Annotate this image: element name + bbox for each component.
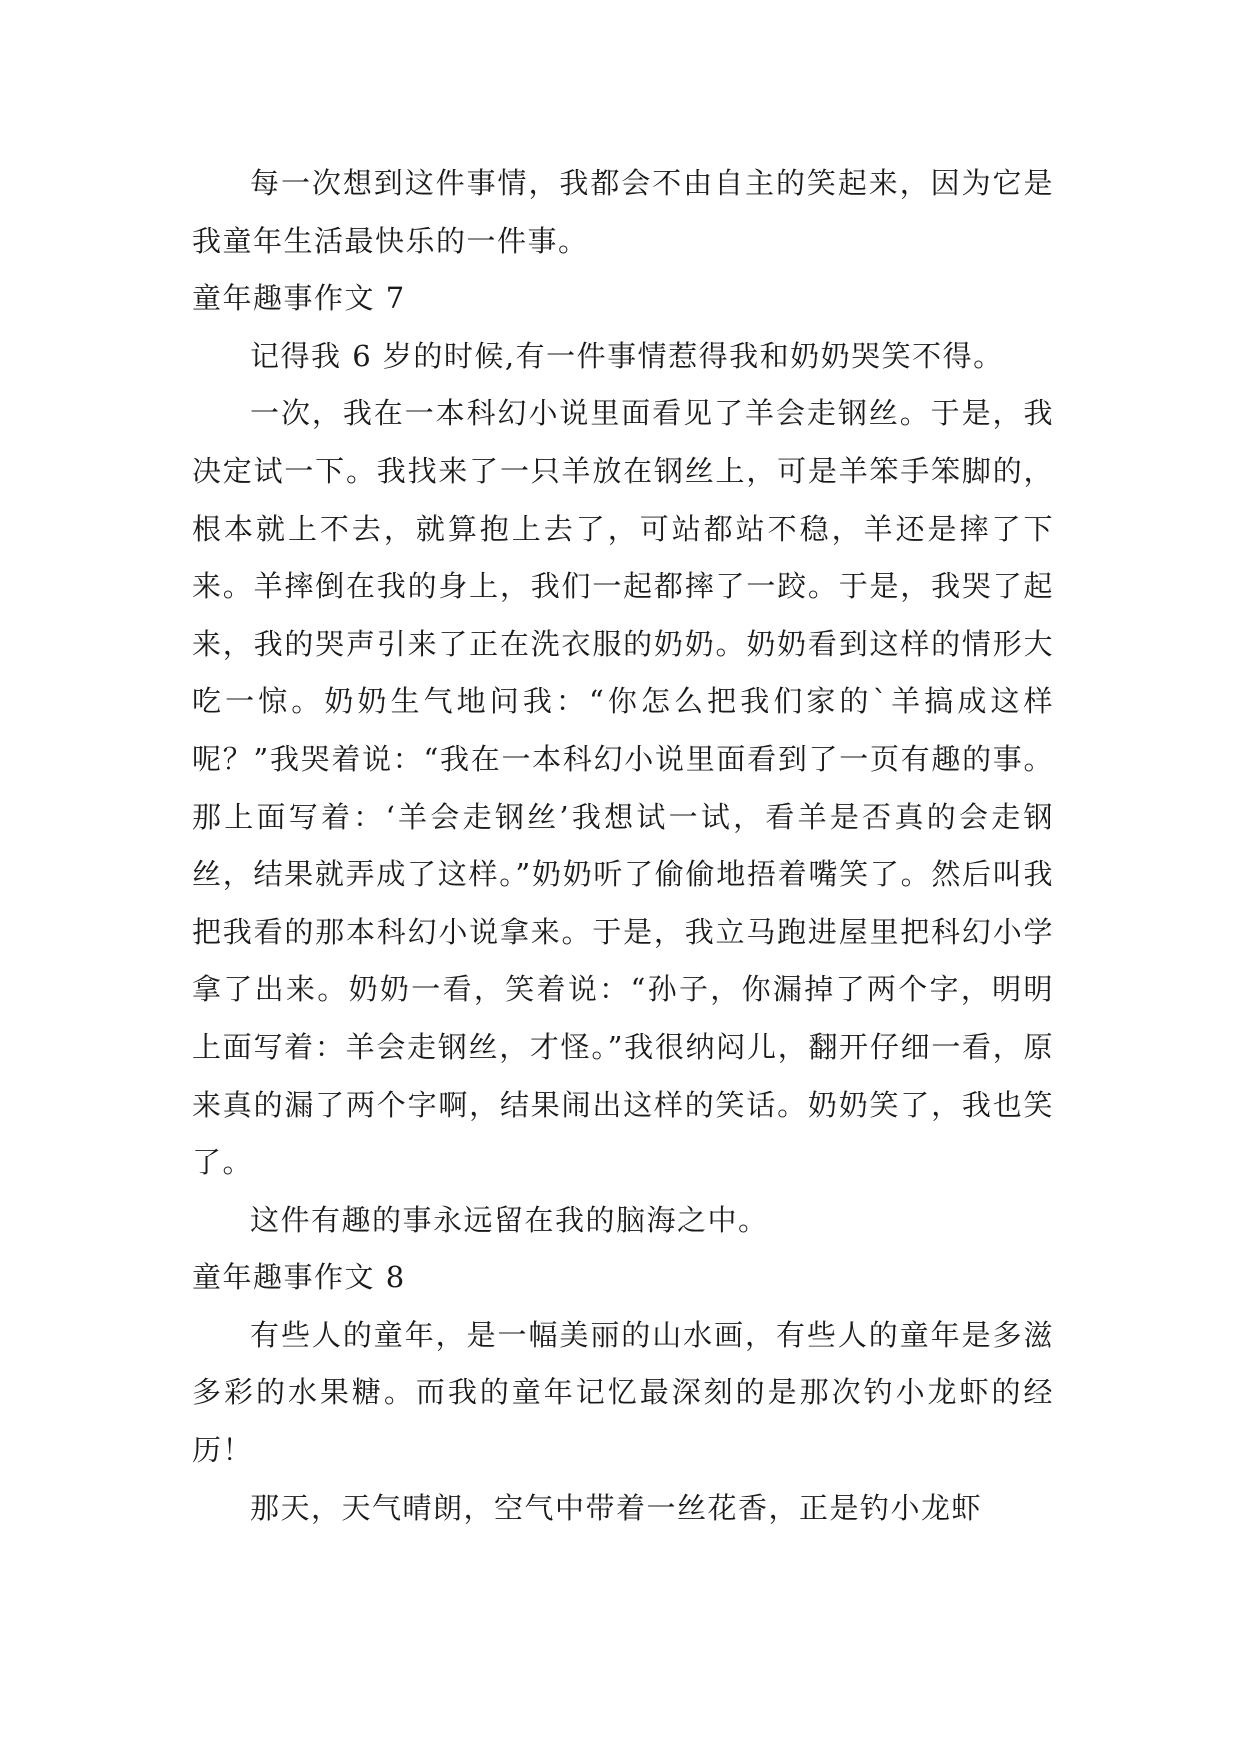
section-heading-essay-8: 童年趣事作文 8 bbox=[192, 1260, 406, 1295]
paragraph-essay-7-body: 一次，我在一本科幻小说里面看见了羊会走钢丝。于是，我决定试一下。我找来了一只羊放在钢丝上，可是羊笨手笨脚的，根本就上不去，就算抱上去了，可站都站不稳，羊还是摔了下来。羊摔倒在我的身上，我们一起都摔了一跤。于是，我哭了起来，我的哭声引来了正在洗衣服的奶奶。奶奶看到这样的情形大吃一惊。奶奶生气地问我：“你怎么把我们家的`羊搞成这样呢？”我哭着说：“我在一本科幻小说里面看到了一页有趣的事。那上面写着：‘羊会走钢丝’我想试一试，看羊是否真的会走钢丝，结果就弄成了这样。”奶奶听了偷偷地捂着嘴笑了。然后叫我把我看的那本科幻小说拿来。于是，我立马跑进屋里把科幻小学拿了出来。奶奶一看，笑着说：“孙子，你漏掉了两个字，明明上面写着：羊会走钢丝，才怪。”我很纳闷儿，翻开仔细一看，原来真的漏了两个字啊，结果闹出这样的笑话。奶奶笑了，我也笑了。 bbox=[192, 396, 1054, 1180]
paragraph-closing-story-6: 每一次想到这件事情，我都会不由自主的笑起来，因为它是我童年生活最快乐的一件事。 bbox=[192, 166, 1054, 258]
section-heading-essay-7: 童年趣事作文 7 bbox=[192, 281, 406, 316]
paragraph-essay-7-ending: 这件有趣的事永远留在我的脑海之中。 bbox=[250, 1202, 769, 1237]
document-page bbox=[192, 155, 1054, 1537]
paragraph-essay-7-intro: 记得我 6 岁的时候,有一件事情惹得我和奶奶哭笑不得。 bbox=[250, 338, 1004, 373]
paragraph-essay-8-start: 那天，天气晴朗，空气中带着一丝花香，正是钓小龙虾 bbox=[250, 1490, 983, 1525]
paragraph-essay-8-intro: 有些人的童年，是一幅美丽的山水画，有些人的童年是多滋多彩的水果糖。而我的童年记忆最深刻的是那次钓小龙虾的经历！ bbox=[192, 1317, 1054, 1468]
